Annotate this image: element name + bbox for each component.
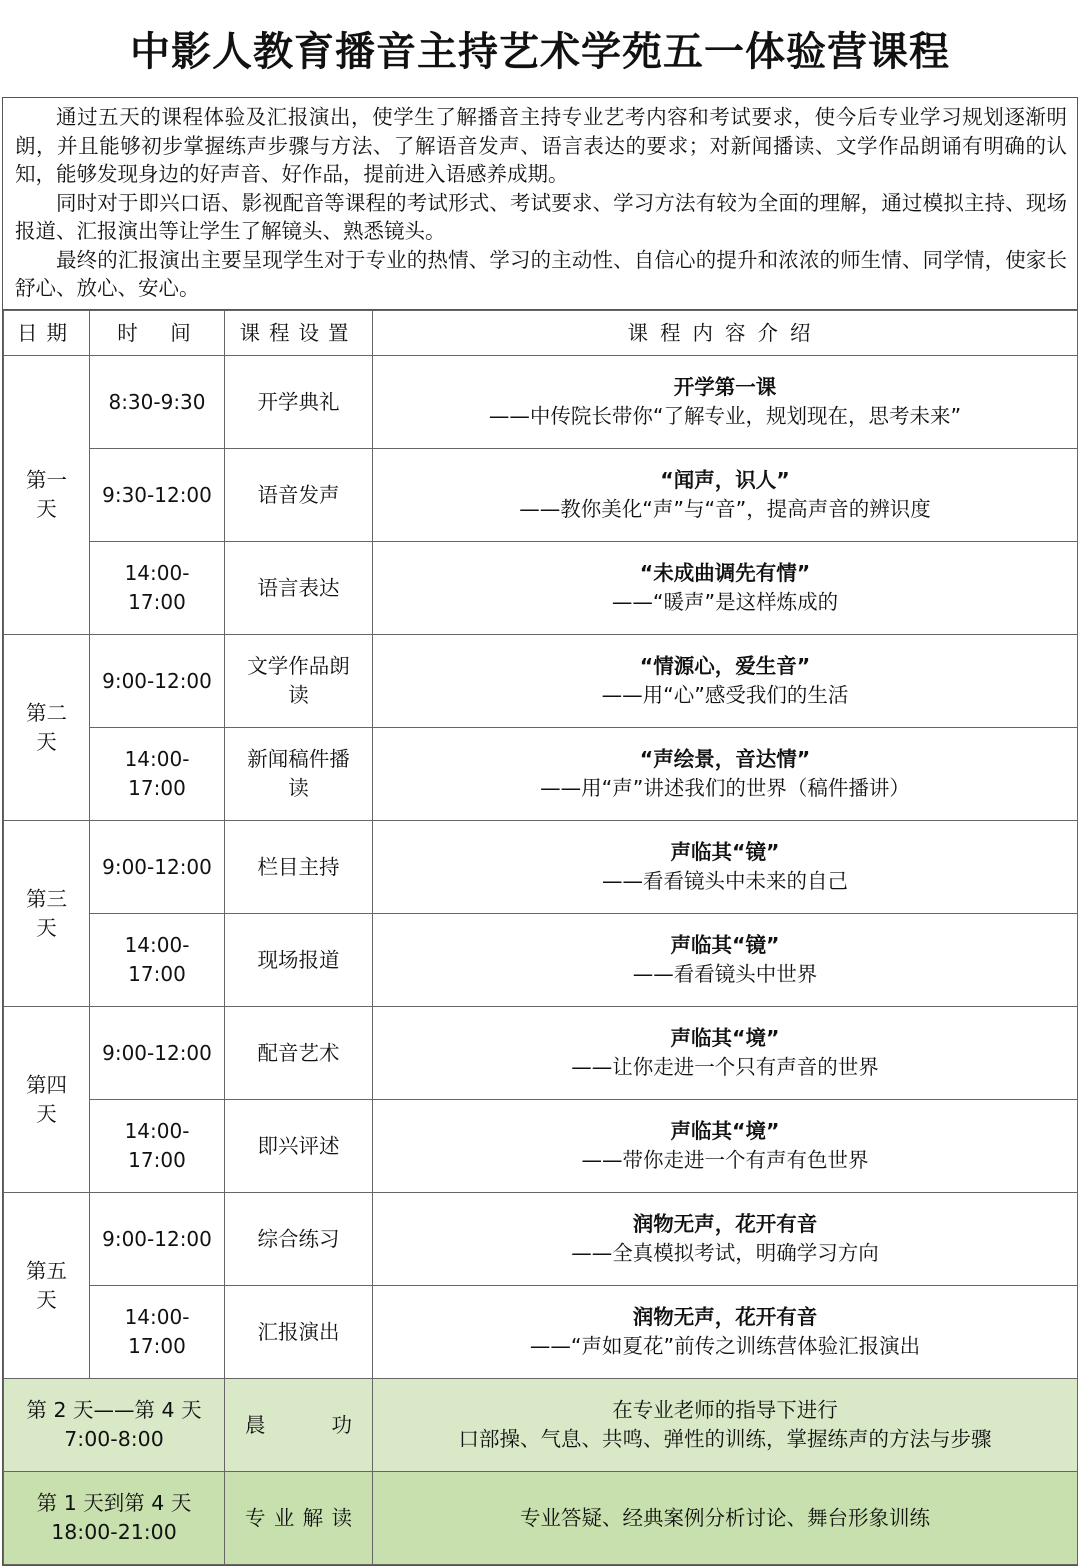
- course-cell: [225, 1286, 373, 1379]
- table-row: [4, 635, 1078, 728]
- content-description: ——看看镜头中未来的自己: [602, 869, 848, 893]
- time-cell: [90, 635, 225, 728]
- time-cell: [90, 1193, 225, 1286]
- time-cell: [90, 914, 225, 1007]
- content-cell: [373, 1100, 1078, 1193]
- page-title: 中影人教育播音主持艺术学苑五一体验营课程: [130, 29, 950, 75]
- schedule-table: [3, 310, 1078, 1565]
- time-cell: [90, 1100, 225, 1193]
- content-cell: [373, 728, 1078, 821]
- time-cell: [90, 356, 225, 449]
- content-description: ——带你走进一个有声有色世界: [581, 1148, 869, 1172]
- header-course: 课程设置: [225, 311, 373, 356]
- time-cell: [90, 1007, 225, 1100]
- table-row: [4, 821, 1078, 914]
- time-text: 17:00: [128, 1148, 186, 1172]
- time-text: 9:00-12:00: [102, 1226, 212, 1251]
- time-cell: [90, 449, 225, 542]
- course-cell: [225, 542, 373, 635]
- course-name: 语音发声: [257, 482, 340, 507]
- course-name: 即兴评述: [257, 1133, 340, 1158]
- day-label: 天: [36, 1287, 57, 1312]
- content-description: ——看看镜头中世界: [632, 962, 818, 986]
- course-cell: [225, 821, 373, 914]
- extra-content-line: 专业答疑、经典案例分析讨论、舞台形象训练: [520, 1505, 930, 1530]
- table-row: [4, 1007, 1078, 1100]
- content-description: ——让你走进一个只有声音的世界: [571, 1055, 879, 1079]
- time-text: 9:00-12:00: [102, 1040, 212, 1065]
- table-row: [4, 728, 1078, 821]
- course-cell: [225, 1007, 373, 1100]
- course-name: 开学典礼: [257, 389, 340, 414]
- extra-course-cell: [225, 1379, 373, 1472]
- content-cell: [373, 635, 1078, 728]
- content-cell: [373, 1286, 1078, 1379]
- time-text: 17:00: [128, 962, 186, 986]
- intro-paragraph: 最终的汇报演出主要呈现学生对于专业的热情、学习的主动性、自信心的提升和浓浓的师生情、同学情，使家长舒心、放心、安心。: [15, 247, 1067, 300]
- content-description: ——用“声”讲述我们的世界（稿件播讲）: [540, 776, 910, 800]
- day-cell: [4, 1193, 90, 1379]
- table-header-row: [4, 311, 1078, 356]
- period-text: 18:00-21:00: [51, 1520, 177, 1544]
- course-name: 新闻稿件播: [247, 747, 350, 771]
- content-cell: [373, 542, 1078, 635]
- extra-row: [4, 1472, 1078, 1565]
- extra-content-cell: [373, 1472, 1078, 1565]
- content-title: “未成曲调先有情”: [639, 561, 811, 585]
- time-text: 17:00: [128, 1334, 186, 1358]
- course-cell: [225, 356, 373, 449]
- day-label: 天: [36, 915, 57, 940]
- extra-content-cell: [373, 1379, 1078, 1472]
- course-name: 读: [288, 683, 309, 707]
- period-cell: [4, 1379, 225, 1472]
- content-cell: [373, 1007, 1078, 1100]
- time-cell: [90, 542, 225, 635]
- content-title: 润物无声，花开有音: [632, 1212, 818, 1236]
- time-text: 17:00: [128, 776, 186, 800]
- day-label: 第三: [26, 886, 67, 911]
- time-cell: [90, 821, 225, 914]
- time-text: 9:00-12:00: [102, 668, 212, 693]
- period-cell: [4, 1472, 225, 1565]
- day-cell: [4, 821, 90, 1007]
- content-description: ——全真模拟考试，明确学习方向: [571, 1241, 879, 1265]
- content-cell: [373, 914, 1078, 1007]
- schedule-table-body: [4, 311, 1078, 1565]
- day-label: 第二: [26, 700, 67, 725]
- day-label: 天: [36, 1101, 57, 1126]
- course-cell: [225, 1193, 373, 1286]
- extra-content-line: 在专业老师的指导下进行: [612, 1398, 838, 1422]
- content-cell: [373, 449, 1078, 542]
- day-label: 第一: [26, 468, 67, 492]
- extra-course-name: 晨功: [245, 1412, 352, 1437]
- time-text: 17:00: [128, 590, 186, 614]
- table-row: [4, 914, 1078, 1007]
- table-row: [4, 356, 1078, 449]
- course-cell: [225, 635, 373, 728]
- time-text: 14:00-: [124, 933, 190, 957]
- course-name: 文学作品朗: [247, 654, 350, 678]
- time-text: 9:00-12:00: [102, 854, 212, 879]
- intro-paragraph: 同时对于即兴口语、影视配音等课程的考试形式、考试要求、学习方法有较为全面的理解，通过模拟主持、现场报道、汇报演出等让学生了解镜头、熟悉镜头。: [15, 190, 1067, 243]
- period-text: 第 2 天——第 4 天: [26, 1398, 202, 1422]
- period-text: 7:00-8:00: [64, 1427, 164, 1451]
- extra-course-name: 专业解读: [245, 1505, 352, 1530]
- time-text: 14:00-: [124, 561, 190, 585]
- time-cell: [90, 1286, 225, 1379]
- course-name: 汇报演出: [257, 1319, 340, 1344]
- table-row: [4, 542, 1078, 635]
- table-row: [4, 1193, 1078, 1286]
- header-content: 课程内容介绍: [373, 311, 1078, 356]
- day-label: 天: [36, 497, 57, 521]
- intro-paragraph: 通过五天的课程体验及汇报演出，使学生了解播音主持专业艺考内容和考试要求，使今后专业学习规划逐渐明朗，并且能够初步掌握练声步骤与方法、了解语音发声、语言表达的要求；对新闻播读、文学作品朗诵有明确的认知，能够发现身边的好声音、好作品，提前进入语感养成期。: [15, 105, 1067, 186]
- content-title: “闻声，识人”: [660, 468, 790, 492]
- time-text: 8:30-9:30: [108, 389, 206, 414]
- content-title: 润物无声，花开有音: [632, 1305, 818, 1329]
- content-title: 声临其“镜”: [670, 840, 780, 864]
- content-description: ——“暖声”是这样炼成的: [611, 590, 839, 614]
- header-time: 时 间: [90, 311, 225, 356]
- schedule-document: [2, 97, 1078, 1566]
- header-date: 日期: [4, 311, 90, 356]
- day-cell: [4, 356, 90, 635]
- intro-text: [3, 98, 1077, 310]
- time-text: 14:00-: [124, 747, 190, 771]
- course-name: 配音艺术: [257, 1040, 340, 1065]
- course-name: 读: [288, 776, 309, 800]
- content-cell: [373, 356, 1078, 449]
- content-description: ——教你美化“声”与“音”，提高声音的辨识度: [519, 497, 931, 521]
- table-row: [4, 449, 1078, 542]
- time-text: 9:30-12:00: [102, 482, 212, 507]
- course-name: 现场报道: [257, 947, 340, 972]
- extra-course-cell: [225, 1472, 373, 1565]
- course-cell: [225, 449, 373, 542]
- course-name: 综合练习: [257, 1226, 340, 1251]
- course-cell: [225, 914, 373, 1007]
- extra-row: [4, 1379, 1078, 1472]
- content-description: ——中传院长带你“了解专业，规划现在，思考未来”: [488, 404, 962, 428]
- time-text: 14:00-: [124, 1119, 190, 1143]
- content-description: ——“声如夏花”前传之训练营体验汇报演出: [529, 1334, 921, 1358]
- day-label: 第五: [26, 1258, 67, 1283]
- content-title: 声临其“境”: [670, 1119, 780, 1143]
- day-label: 天: [36, 729, 57, 754]
- day-label: 第四: [26, 1072, 67, 1097]
- course-name: 栏目主持: [257, 854, 340, 879]
- course-cell: [225, 728, 373, 821]
- content-title: “情源心，爱生音”: [639, 654, 811, 678]
- content-cell: [373, 821, 1078, 914]
- content-title: 开学第一课: [673, 375, 777, 399]
- course-cell: [225, 1100, 373, 1193]
- extra-content-line: 口部操、气息、共鸣、弹性的训练，掌握练声的方法与步骤: [458, 1427, 992, 1451]
- course-name: 语言表达: [257, 575, 340, 600]
- time-text: 14:00-: [124, 1305, 190, 1329]
- period-text: 第 1 天到第 4 天: [36, 1491, 192, 1515]
- content-title: 声临其“镜”: [670, 933, 780, 957]
- content-description: ——用“心”感受我们的生活: [601, 683, 849, 707]
- content-cell: [373, 1193, 1078, 1286]
- time-cell: [90, 728, 225, 821]
- content-title: “声绘景，音达情”: [639, 747, 811, 771]
- day-cell: [4, 635, 90, 821]
- day-cell: [4, 1007, 90, 1193]
- content-title: 声临其“境”: [670, 1026, 780, 1050]
- table-row: [4, 1100, 1078, 1193]
- table-row: [4, 1286, 1078, 1379]
